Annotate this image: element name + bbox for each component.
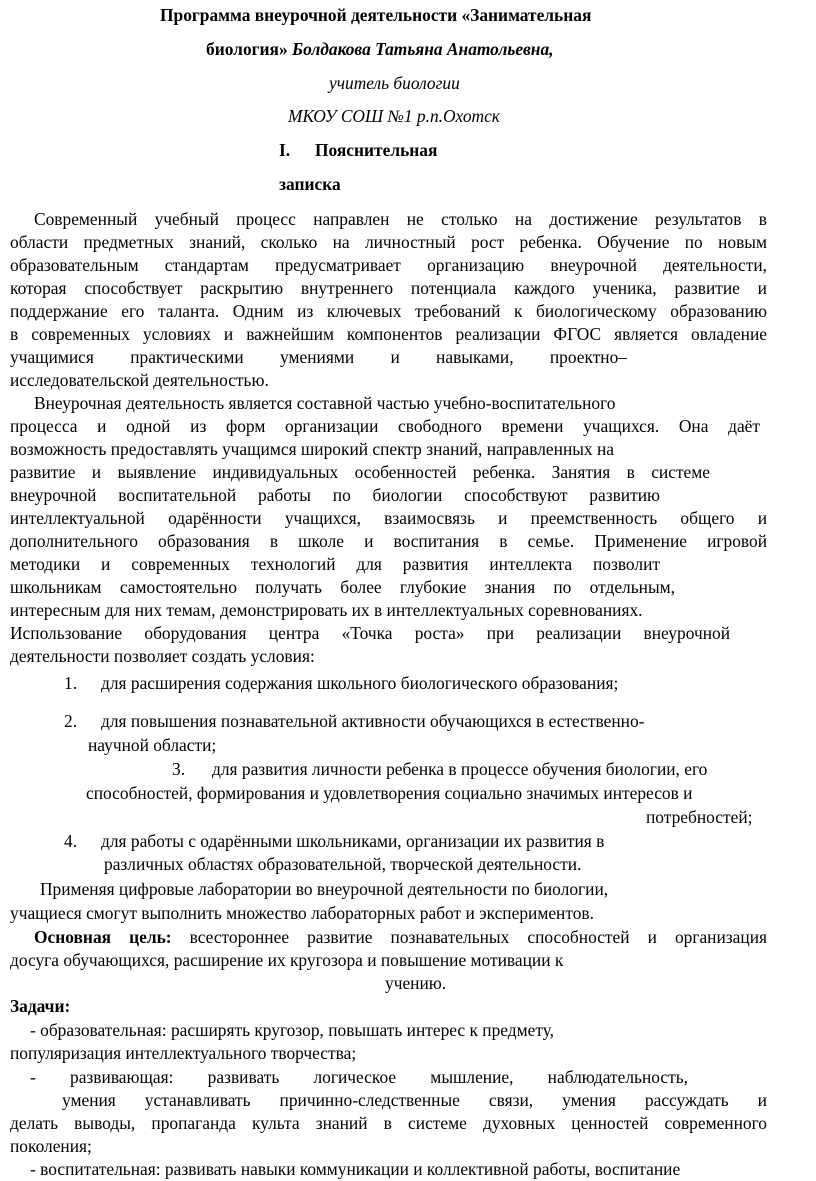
p1-line: образовательным стандартам предусматривает организацию внеурочной деятельности, bbox=[10, 255, 767, 275]
list-item-line: научной области; bbox=[88, 735, 217, 755]
section-title-2: записка bbox=[279, 174, 341, 194]
task-line: - воспитательная: развивать навыки коммуникации и коллективной работы, воспитание bbox=[30, 1159, 681, 1179]
section-title-1: Пояснительная bbox=[315, 140, 438, 160]
author-role: учитель биологии bbox=[329, 73, 460, 93]
p3-line: Применяя цифровые лаборатории во внеурочной деятельности по биологии, bbox=[40, 879, 609, 899]
goal-text: всестороннее развитие познавательных способностей и организация bbox=[189, 927, 768, 947]
goal-label: Основная цель: bbox=[34, 927, 172, 947]
list-number: 4. bbox=[64, 831, 78, 851]
school-name: МКОУ СОШ №1 р.п.Охотск bbox=[288, 106, 500, 126]
p2-line: школьникам самостоятельно получать более глубокие знания по отдельным, bbox=[10, 577, 675, 597]
title-bold-part: биология» bbox=[206, 39, 288, 59]
p1-line: учащимися практическими умениями и навыками, проектно– bbox=[10, 347, 627, 367]
list-item-line: для расширения содержания школьного биологического образования; bbox=[101, 673, 619, 693]
p1-line: области предметных знаний, сколько на личностный рост ребенка. Обучение по новым bbox=[10, 232, 767, 252]
task-line: делать выводы, пропаганда культа знаний в системе духовных ценностей современного bbox=[10, 1113, 767, 1133]
p2-line: возможность предоставлять учащимся широкий спектр знаний, направленных на bbox=[10, 439, 615, 459]
p2-line: Использование оборудования центра «Точка роста» при реализации внеурочной bbox=[10, 623, 730, 643]
p2-line: развитие и выявление индивидуальных особенностей ребенка. Занятия в системе bbox=[10, 462, 710, 482]
p2-line: внеурочной воспитательной работы по биологии способствуют развитию bbox=[10, 485, 660, 505]
title-line-1: Программа внеурочной деятельности «Занимательная bbox=[160, 5, 592, 25]
list-item-line: потребностей; bbox=[646, 807, 753, 827]
goal-line: досуга обучающихся, расширение их кругозора и повышение мотивации к bbox=[10, 950, 564, 970]
tasks-label: Задачи: bbox=[10, 996, 71, 1016]
p2-line: методики и современных технологий для развития интеллекта позволит bbox=[10, 554, 660, 574]
list-number: 2. bbox=[64, 711, 78, 731]
task-line: - образовательная: расширять кругозор, повышать интерес к предмету, bbox=[30, 1020, 555, 1040]
p2-line: интересным для них темам, демонстрировать их в интеллектуальных соревнованиях. bbox=[10, 600, 643, 620]
goal-line: учению. bbox=[385, 973, 447, 993]
list-item-line: способностей, формирования и удовлетворения социально значимых интересов и bbox=[86, 783, 693, 803]
p2-line: деятельности позволяет создать условия: bbox=[10, 646, 315, 666]
p1-line: которая способствует раскрытию внутреннего потенциала каждого ученика, развитие и bbox=[10, 278, 767, 298]
p1-line: поддержание его таланта. Одним из ключевых требований к биологическому образованию bbox=[10, 301, 767, 321]
p2-line: дополнительного образования в школе и воспитания в семье. Применение игровой bbox=[10, 531, 767, 551]
goal-line-1 bbox=[34, 926, 767, 949]
p1-line: исследовательской деятельностью. bbox=[10, 370, 269, 390]
p3-line: учащиеся смогут выполнить множество лабораторных работ и экспериментов. bbox=[10, 903, 594, 923]
title-line-2 bbox=[206, 38, 554, 61]
p2-line: интеллектуальной одарённости учащихся, взаимосвязь и преемственность общего и bbox=[10, 508, 767, 528]
author-name: Болдакова Татьяна Анатольевна, bbox=[292, 39, 554, 59]
list-item-line: различных областях образовательной, творческой деятельности. bbox=[104, 854, 582, 874]
list-item-line: для повышения познавательной активности обучающихся в естественно- bbox=[101, 711, 645, 731]
list-number: 3. bbox=[172, 759, 186, 779]
p1-line: в современных условиях и важнейшим компонентов реализации ФГОС является овладение bbox=[10, 324, 767, 344]
list-item-line: для развития личности ребенка в процессе обучения биологии, его bbox=[212, 759, 708, 779]
task-line: поколения; bbox=[10, 1136, 92, 1156]
section-numeral: I. bbox=[279, 140, 291, 160]
p2-line: процесса и одной из форм организации свободного времени учащихся. Она даёт bbox=[10, 416, 760, 436]
list-item-line: для работы с одарёнными школьниками, организации их развития в bbox=[101, 831, 605, 851]
task-line: умения устанавливать причинно-следственные связи, умения рассуждать и bbox=[62, 1090, 767, 1110]
task-line: - развивающая: развивать логическое мышление, наблюдательность, bbox=[30, 1067, 688, 1087]
list-number: 1. bbox=[64, 673, 78, 693]
p1-line: Современный учебный процесс направлен не столько на достижение результатов в bbox=[34, 209, 767, 229]
p2-line: Внеурочная деятельность является составной частью учебно-воспитательного bbox=[34, 393, 616, 413]
task-line: популяризация интеллектуального творчества; bbox=[10, 1043, 357, 1063]
